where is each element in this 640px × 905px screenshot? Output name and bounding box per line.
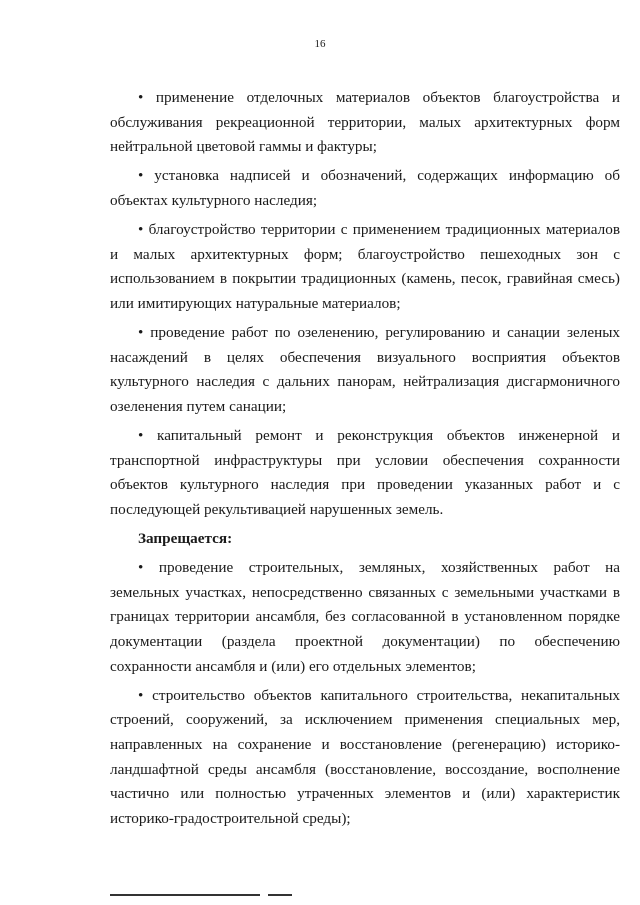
paragraph-landscaping: • благоустройство территории с применением традиционных материалов и малых архитектурных форм; благоустройство пешеходных зон с использованием в покрытии традиционных (камень, песок, гравийная смесь) или имитирующих натуральные материалов;: [110, 221, 620, 312]
paragraph-finishing-materials: • применение отделочных материалов объектов благоустройства и обслуживания рекреационной территории, малых архитектурных форм нейтральной цветовой гаммы и фактуры;: [110, 89, 620, 156]
paragraph-prohibited-works: • проведение строительных, земляных, хозяйственных работ на земельных участках, непосредственно связанных с земельными участками в границах территории ансамбля, без согласованной в установленном порядке документации (раздела проектной документации) по обеспечению сохранности ансамбля и (или) его отдельных элементов;: [110, 559, 620, 675]
footer-rule-short: [268, 894, 292, 896]
paragraph-greening: • проведение работ по озеленению, регулированию и санации зеленых насаждений в целях обеспечения визуального восприятия объектов культурного наследия с дальних панорам, нейтрализация дисгармоничного озеленения путем санации;: [110, 324, 620, 415]
paragraph-signs-installation: • установка надписей и обозначений, содержащих информацию об объектах культурного наследия;: [110, 167, 620, 209]
paragraph-infrastructure-repair: • капитальный ремонт и реконструкция объектов инженерной и транспортной инфраструктуры при условии обеспечения сохранности объектов культурного наследия при проведении указанных работ и с последующей рекультивацией нарушенных земель.: [110, 427, 620, 518]
paragraph-prohibited-construction: • строительство объектов капитального строительства, некапитальных строений, сооружений, за исключением применения специальных мер, направленных на сохранение и восстановление (регенерацию) историко-ландшафтной среды ансамбля (восстановление, воссоздание, восполнение частично или полностью утраченных элементов и (или) характеристик историко-градостроительной среды);: [110, 686, 620, 827]
prohibited-heading: Запрещается:: [138, 530, 233, 548]
footer-rule-long: [110, 894, 260, 896]
page-number: 16: [314, 38, 326, 50]
document-body: [110, 86, 620, 836]
